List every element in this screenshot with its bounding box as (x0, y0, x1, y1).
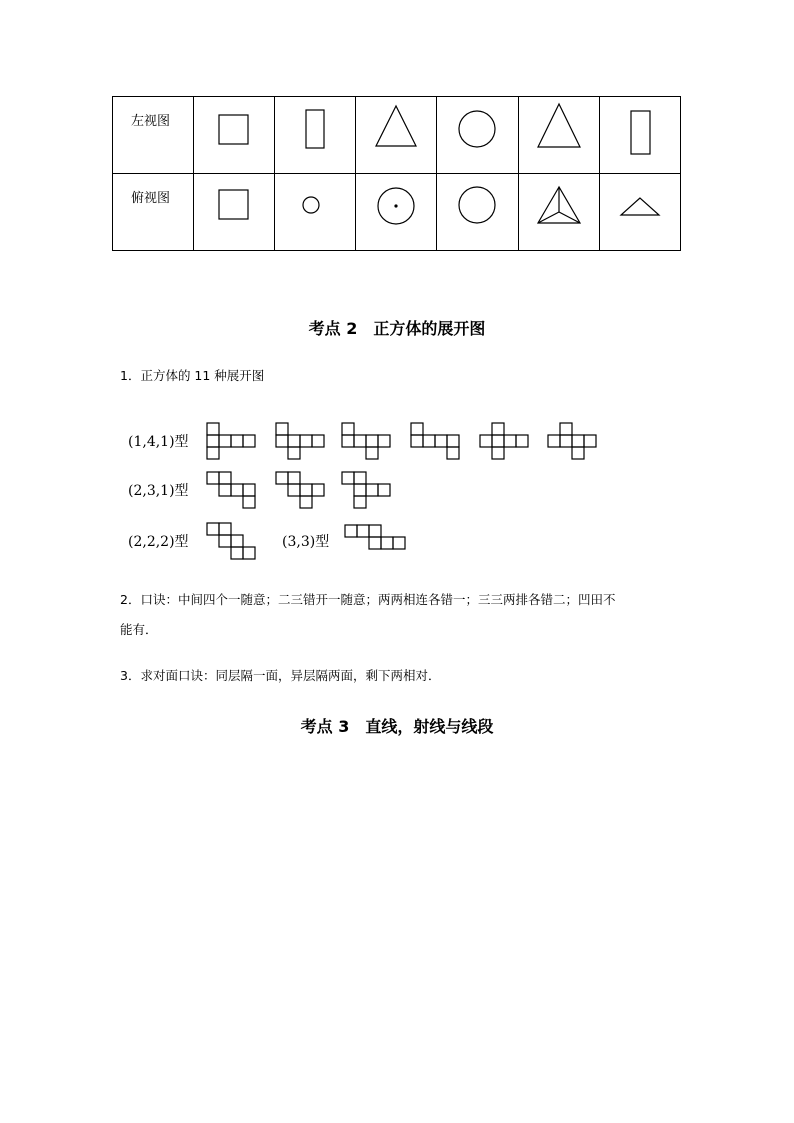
net-141-e (480, 423, 528, 459)
net-label-33: (3,3)型 (282, 534, 330, 550)
circle-dot-icon (356, 174, 437, 250)
net-231-c (342, 472, 390, 508)
net-141-d (411, 423, 459, 459)
view-cell (275, 174, 356, 251)
table-row (113, 97, 681, 174)
paragraph-1: 1．正方体的 11 种展开图 (120, 368, 265, 383)
row-label-cell (113, 174, 194, 251)
paragraph-2-line2: 能有． (120, 622, 158, 637)
view-cell (518, 174, 599, 251)
view-cell (437, 174, 518, 251)
circle-icon (437, 97, 518, 173)
net-141-f (548, 423, 596, 459)
view-cell (518, 97, 599, 174)
triangle-icon (519, 97, 600, 173)
paragraph-3: 3．求对面口诀：同层隔一面，异层隔两面，剩下两相对． (120, 668, 441, 683)
view-cell (275, 97, 356, 174)
view-cell (599, 174, 680, 251)
flat-triangle-icon (600, 174, 681, 250)
square-icon (194, 174, 275, 250)
triangle-icon (356, 97, 437, 173)
tall-rect-icon (275, 97, 356, 173)
view-cell (356, 174, 437, 251)
net-141-c (342, 423, 390, 459)
net-label-222: (2,2,2)型 (128, 534, 189, 550)
views-table (112, 96, 681, 251)
square-icon (194, 97, 275, 173)
net-231-a (207, 472, 255, 508)
net-33 (345, 525, 405, 549)
circle-icon (437, 174, 518, 250)
net-141-a (207, 423, 255, 459)
small-circle-icon (275, 174, 356, 250)
row-label-cell (113, 97, 194, 174)
top-view-label: 俯视图 (131, 191, 171, 206)
view-cell (599, 97, 680, 174)
section2-title: 考点 2 正方体的展开图 (308, 319, 486, 338)
net-label-231: (2,3,1)型 (128, 483, 189, 499)
pyramid-top-view-icon (519, 174, 600, 250)
view-cell (356, 97, 437, 174)
paragraph-2-line1: 2．口诀：中间四个一随意；二三错开一随意；两两相连各错一；三三两排各错二；凹田不 (120, 592, 616, 607)
tall-rect-icon (600, 97, 681, 173)
left-view-label: 左视图 (131, 114, 171, 129)
view-cell (194, 174, 275, 251)
net-label-141: (1,4,1)型 (128, 434, 189, 450)
view-cell (194, 97, 275, 174)
section3-title: 考点 3 直线，射线与线段 (300, 717, 494, 736)
cube-nets-figure (120, 415, 620, 569)
view-cell (437, 97, 518, 174)
net-141-b (276, 423, 324, 459)
table-row (113, 174, 681, 251)
net-231-b (276, 472, 324, 508)
net-222 (207, 523, 255, 559)
cube-nets-svg (120, 415, 620, 565)
